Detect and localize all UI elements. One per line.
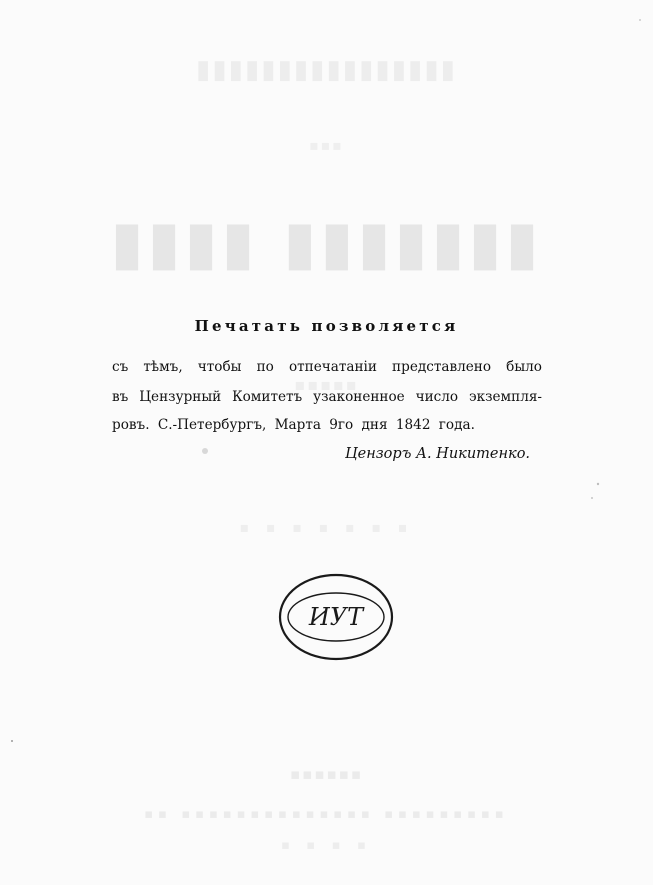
permission-heading: Печатать позволяется <box>194 317 459 335</box>
library-stamp <box>276 571 396 663</box>
bleed-through-word: ▪▪▪ <box>309 138 344 154</box>
bleed-through-year: ▪ ▪ ▪ ▪ <box>281 838 372 853</box>
censor-signature: Цензоръ А. Никитенко. <box>345 446 531 462</box>
bleed-through-author: ▪ ▪ ▪ ▪ ▪ ▪ ▪ <box>239 520 414 536</box>
permission-text-line-2: въ Цензурный Комитетъ узаконенное число экземпля- <box>112 389 542 405</box>
permission-text-line-1: съ тѣмъ, чтобы по отпечатаніи представлено было <box>112 359 542 375</box>
permission-text-line-3: ровъ. С.-Петербургъ, Марта 9го дня 1842 года. <box>112 417 475 433</box>
bleed-through-subtitle: ▪▪▪▪▪ <box>294 375 359 394</box>
stamp-monogram: ИУТ <box>308 603 364 631</box>
bleed-through-press: ▪▪ ▪▪▪▪▪▪▪▪▪▪▪▪▪▪ ▪▪▪▪▪▪▪▪▪ <box>144 807 509 822</box>
bleed-through-city: ▪▪▪▪▪▪ <box>290 765 363 783</box>
bleed-through-title: ▮▮▮▮▮▮▮▮▮▮▮▮▮▮▮▮ <box>196 55 457 85</box>
bleed-through-large-title: ▮▮▮▮ ▮▮▮▮▮▮▮ <box>110 208 543 278</box>
